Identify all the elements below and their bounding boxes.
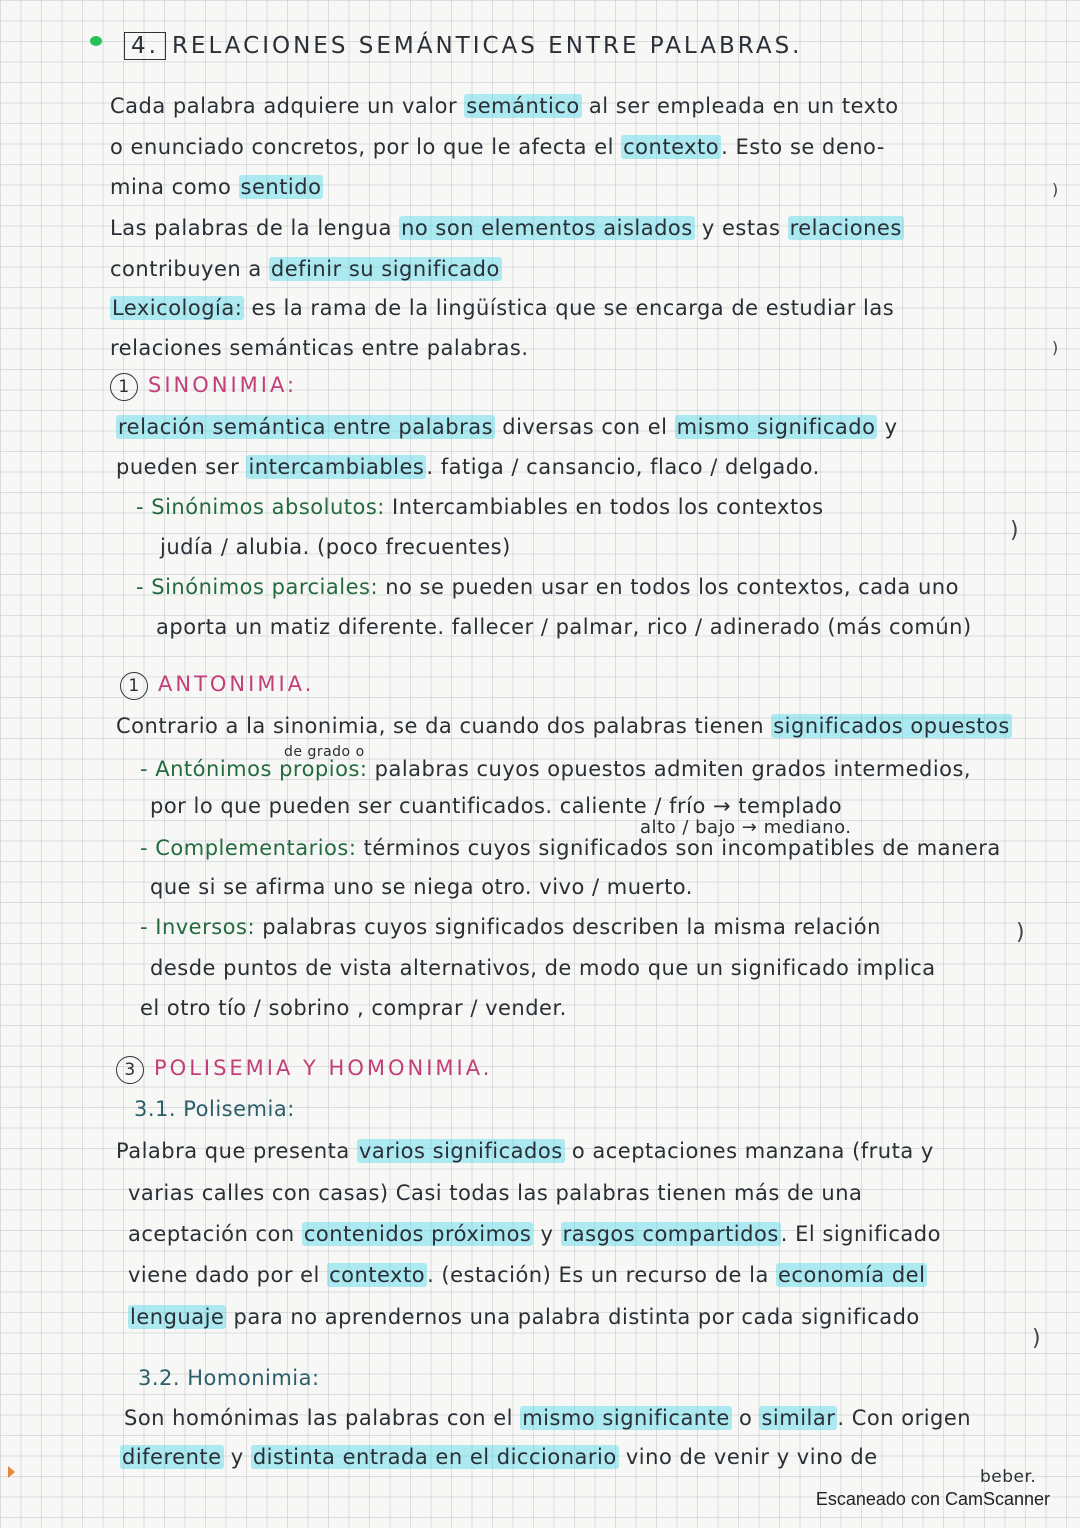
complementarios: - Complementarios: términos cuyos significados son incompatibles de manera (140, 836, 1001, 860)
bracket-mark: ) (1016, 920, 1025, 945)
margin-bracket-mark: ) (1052, 180, 1059, 199)
antonimos-propios-line-3: alto / bajo → mediano. (640, 817, 852, 838)
polisemia-line-3: aceptación con contenidos próximos y rasgos compartidos. El significado (128, 1222, 941, 1246)
sinonimia-line-2: pueden ser intercambiables. fatiga / cansancio, flaco / delgado. (116, 455, 820, 479)
section-number: 4. (124, 32, 166, 60)
inversos-line-3: el otro tío / sobrino , comprar / vender. (140, 996, 567, 1020)
sinonimia-heading: 1 SINONIMIA: (110, 372, 297, 401)
antonimos-propios: - Antónimos propios: palabras cuyos opuestos admiten grados intermedios, (140, 757, 972, 781)
polisemia-line-1: Palabra que presenta varios significados o aceptaciones manzana (fruta y (116, 1139, 934, 1163)
homonimia-line-1: Son homónimas las palabras con el mismo significante o similar. Con origen (124, 1406, 972, 1430)
intro-line-1: Cada palabra adquiere un valor semántico al ser empleada en un texto (110, 94, 899, 118)
polisemia-homonimia-heading: 3 POLISEMIA Y HOMONIMIA. (116, 1055, 492, 1084)
section-title: RELACIONES SEMÁNTICAS ENTRE PALABRAS. (171, 33, 803, 59)
homonimia-line-2: diferente y distinta entrada en el diccionario vino de venir y vino de (122, 1445, 878, 1469)
sinonimia-line-1: relación semántica entre palabras diversas con el mismo significado y (118, 415, 898, 439)
circled-number-1: 1 (110, 373, 138, 401)
words-line-2: contribuyen a definir su significado (110, 257, 500, 281)
sinonimos-absolutos: - Sinónimos absolutos: Intercambiables en todos los contextos (136, 495, 824, 519)
homonimia-subheading: 3.2. Homonimia: (138, 1366, 320, 1390)
scanner-watermark: Escaneado con CamScanner (815, 1489, 1050, 1509)
inversos-line-2: desde puntos de vista alternativos, de modo que un significado implica (150, 956, 936, 980)
lexicologia-term: Lexicología: (112, 296, 243, 320)
polisemia-line-5: lenguaje para no aprendernos una palabra distinta por cada significado (130, 1305, 920, 1329)
sinonimos-parciales-example: aporta un matiz diferente. fallecer / palmar, rico / adinerado (más común) (156, 615, 972, 639)
bracket-mark: ) (1010, 518, 1019, 543)
margin-bracket-mark: ) (1052, 338, 1059, 357)
circled-number-2: 1 (120, 672, 148, 700)
section-title-line (124, 32, 802, 60)
homonimia-line-3: beber. (980, 1467, 1037, 1487)
antonimia-heading: 1 ANTONIMIA. (120, 671, 314, 700)
sinonimos-parciales: - Sinónimos parciales: no se pueden usar en todos los contextos, cada uno (136, 575, 959, 599)
inversos: - Inversos: palabras cuyos significados describen la misma relación (140, 915, 881, 939)
antonimos-propios-line-2: por lo que pueden ser cuantificados. caliente / frío → templado (150, 794, 843, 818)
intro-line-3: mina como sentido (110, 175, 322, 199)
antonimia-line-1: Contrario a la sinonimia, se da cuando dos palabras tienen significados opuestos (116, 714, 1010, 738)
lexicologia-line-1: Lexicología: es la rama de la lingüística que se encarga de estudiar las (112, 296, 895, 320)
sinonimos-absolutos-example: judía / alubia. (poco frecuentes) (160, 535, 511, 559)
intro-line-2: o enunciado concretos, por lo que le afecta el contexto. Esto se deno- (110, 135, 885, 159)
polisemia-line-4: viene dado por el contexto. (estación) Es un recurso de la economía del (128, 1263, 926, 1287)
green-dot-bullet (90, 36, 102, 46)
complementarios-line-2: que si se afirma uno se niega otro. vivo / muerto. (150, 875, 693, 899)
words-line-1: Las palabras de la lengua no son elementos aislados y estas relaciones (110, 216, 902, 240)
circled-number-3: 3 (116, 1056, 144, 1084)
lexicologia-line-2: relaciones semánticas entre palabras. (110, 336, 529, 360)
polisemia-subheading: 3.1. Polisemia: (134, 1097, 295, 1121)
polisemia-line-2: varias calles con casas) Casi todas las palabras tienen más de una (128, 1181, 863, 1205)
antonimos-grado-note: de grado o (284, 744, 365, 760)
scan-corner-marker (8, 1466, 15, 1478)
bracket-mark: ) (1032, 1326, 1041, 1351)
